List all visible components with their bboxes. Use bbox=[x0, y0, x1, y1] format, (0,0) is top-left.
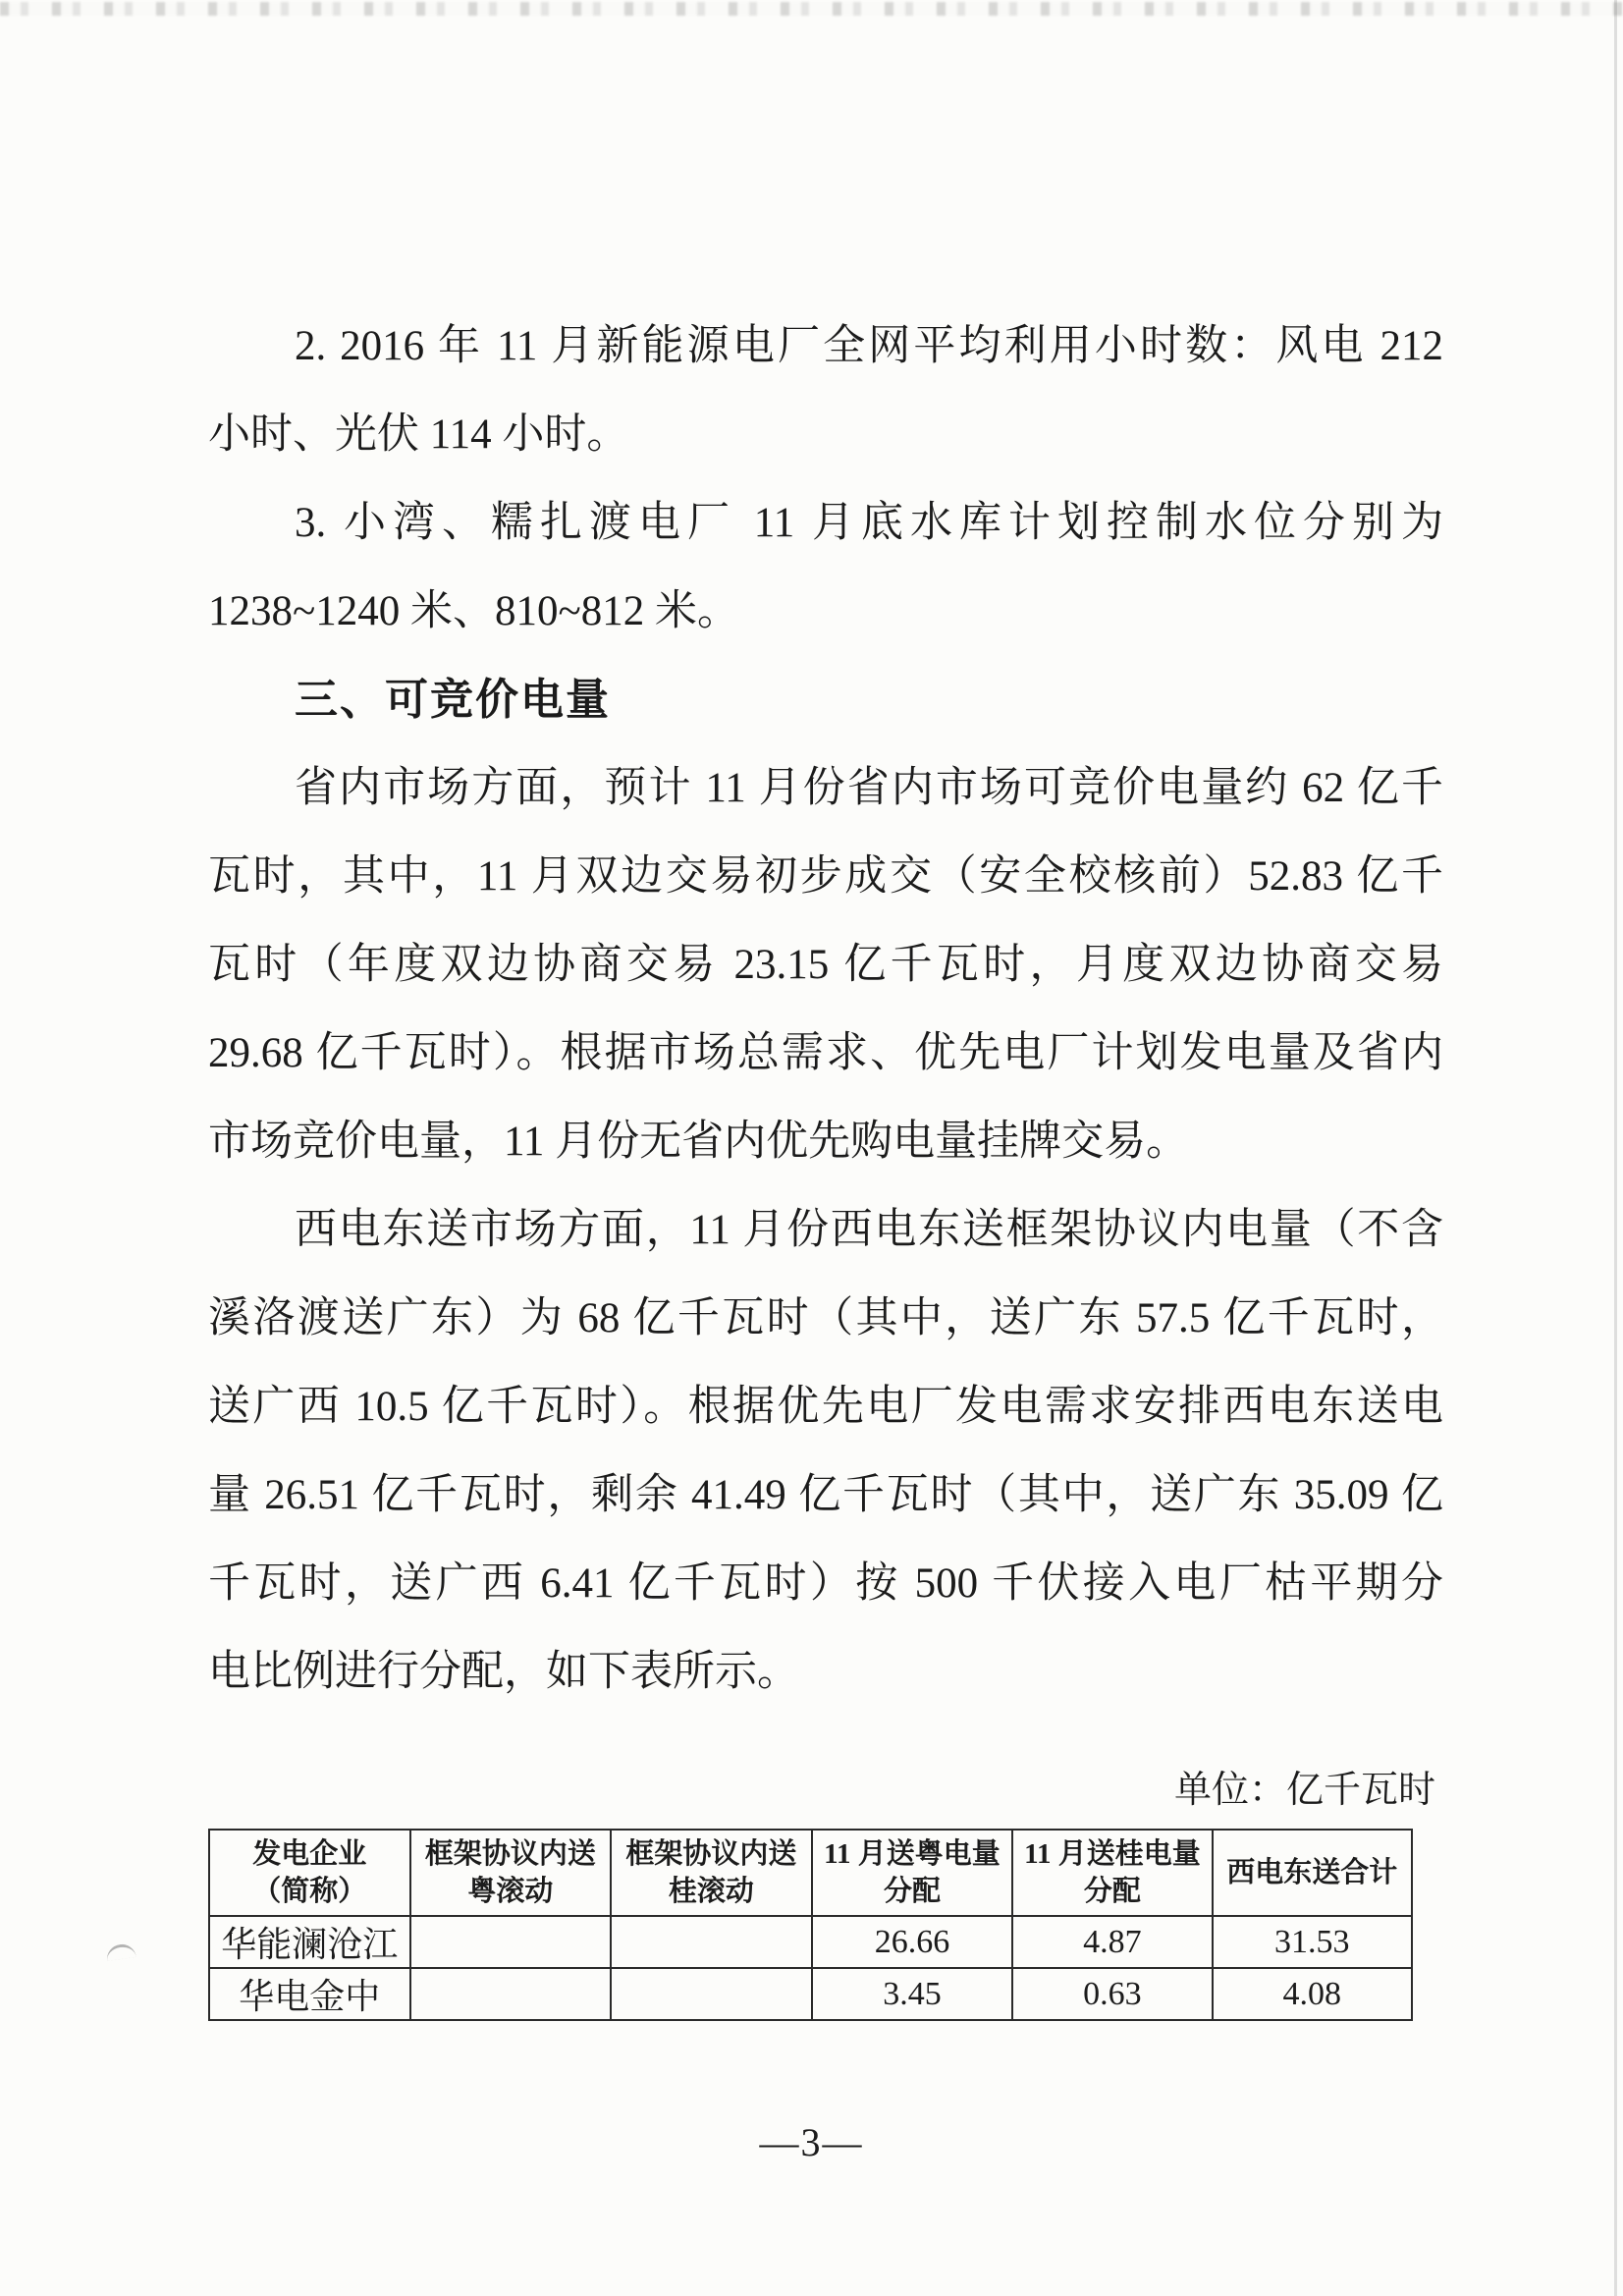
value-cell bbox=[611, 1968, 812, 2020]
body-line: 3. 小湾、糯扎渡电厂 11 月底水库计划控制水位分别为 bbox=[295, 500, 1443, 546]
value-cell: 31.53 bbox=[1213, 1916, 1412, 1968]
value-cell bbox=[611, 1916, 812, 1968]
body-line: 小时、光伏 114 小时。 bbox=[208, 411, 629, 458]
table-row bbox=[209, 1968, 1412, 2020]
body-line: 电比例进行分配，如下表所示。 bbox=[208, 1649, 799, 1695]
scan-artifact-top bbox=[0, 2, 1623, 16]
table-header-row bbox=[209, 1830, 1412, 1916]
value-cell: 26.66 bbox=[812, 1916, 1013, 1968]
page-number: —3— bbox=[759, 2120, 864, 2164]
value-cell bbox=[410, 1916, 612, 1968]
scan-artifact-right-edge bbox=[1614, 0, 1617, 2296]
document-body bbox=[208, 302, 1443, 1717]
header-text: 西电东送合计 bbox=[1226, 1857, 1398, 1888]
header-total bbox=[1213, 1830, 1412, 1916]
header-text: 11 月送桂电量 bbox=[1024, 1838, 1201, 1870]
table-unit-label: 单位：亿千瓦时 bbox=[1173, 1770, 1435, 1811]
header-text: （简称） bbox=[252, 1876, 367, 1907]
header-gui-november bbox=[1012, 1830, 1212, 1916]
body-line: 溪洛渡送广东）为 68 亿千瓦时（其中，送广东 57.5 亿千瓦时， bbox=[208, 1295, 1443, 1341]
company-cell: 华电金中 bbox=[209, 1968, 410, 2020]
header-text: 分配 bbox=[1083, 1876, 1141, 1907]
value-cell: 4.08 bbox=[1213, 1968, 1412, 2020]
body-line: 市场竞价电量，11 月份无省内优先购电量挂牌交易。 bbox=[208, 1119, 1189, 1165]
body-line: 1238~1240 米、810~812 米。 bbox=[208, 588, 740, 634]
header-text: 桂滚动 bbox=[668, 1876, 754, 1907]
header-gui-rolling bbox=[611, 1830, 812, 1916]
body-line: 省内市场方面，预计 11 月份省内市场可竞价电量约 62 亿千 bbox=[295, 765, 1443, 811]
value-cell: 0.63 bbox=[1012, 1968, 1212, 2020]
header-yue-rolling bbox=[410, 1830, 612, 1916]
body-line: 量 26.51 亿千瓦时，剩余 41.49 亿千瓦时（其中，送广东 35.09 亿 bbox=[208, 1472, 1443, 1518]
header-company bbox=[209, 1830, 410, 1916]
body-line: 瓦时（年度双边协商交易 23.15 亿千瓦时，月度双边协商交易 bbox=[208, 942, 1443, 988]
scan-artifact-squiggle bbox=[105, 1942, 136, 1961]
value-cell: 3.45 bbox=[812, 1968, 1013, 2020]
section-heading: 三、可竞价电量 bbox=[295, 676, 611, 724]
company-cell: 华能澜沧江 bbox=[209, 1916, 410, 1968]
body-line: 送广西 10.5 亿千瓦时）。根据优先电厂发电需求安排西电东送电 bbox=[208, 1384, 1443, 1430]
header-text: 分配 bbox=[883, 1876, 941, 1907]
body-line: 瓦时，其中，11 月双边交易初步成交（安全校核前）52.83 亿千 bbox=[208, 853, 1443, 900]
header-text: 11 月送粤电量 bbox=[824, 1838, 1001, 1870]
header-text: 发电企业 bbox=[252, 1838, 367, 1870]
value-cell: 4.87 bbox=[1012, 1916, 1212, 1968]
header-text: 框架协议内送 bbox=[625, 1838, 797, 1870]
body-line: 29.68 亿千瓦时）。根据市场总需求、优先电厂计划发电量及省内 bbox=[208, 1030, 1443, 1076]
header-text: 框架协议内送 bbox=[424, 1838, 596, 1870]
table-row bbox=[209, 1916, 1412, 1968]
header-yue-november bbox=[812, 1830, 1013, 1916]
allocation-table bbox=[208, 1829, 1413, 2021]
body-line: 西电东送市场方面，11 月份西电东送框架协议内电量（不含 bbox=[295, 1207, 1443, 1253]
body-line: 2. 2016 年 11 月新能源电厂全网平均利用小时数：风电 212 bbox=[295, 323, 1443, 369]
body-line: 千瓦时，送广西 6.41 亿千瓦时）按 500 千伏接入电厂枯平期分 bbox=[208, 1560, 1443, 1607]
value-cell bbox=[410, 1968, 612, 2020]
header-text: 粤滚动 bbox=[467, 1876, 554, 1907]
